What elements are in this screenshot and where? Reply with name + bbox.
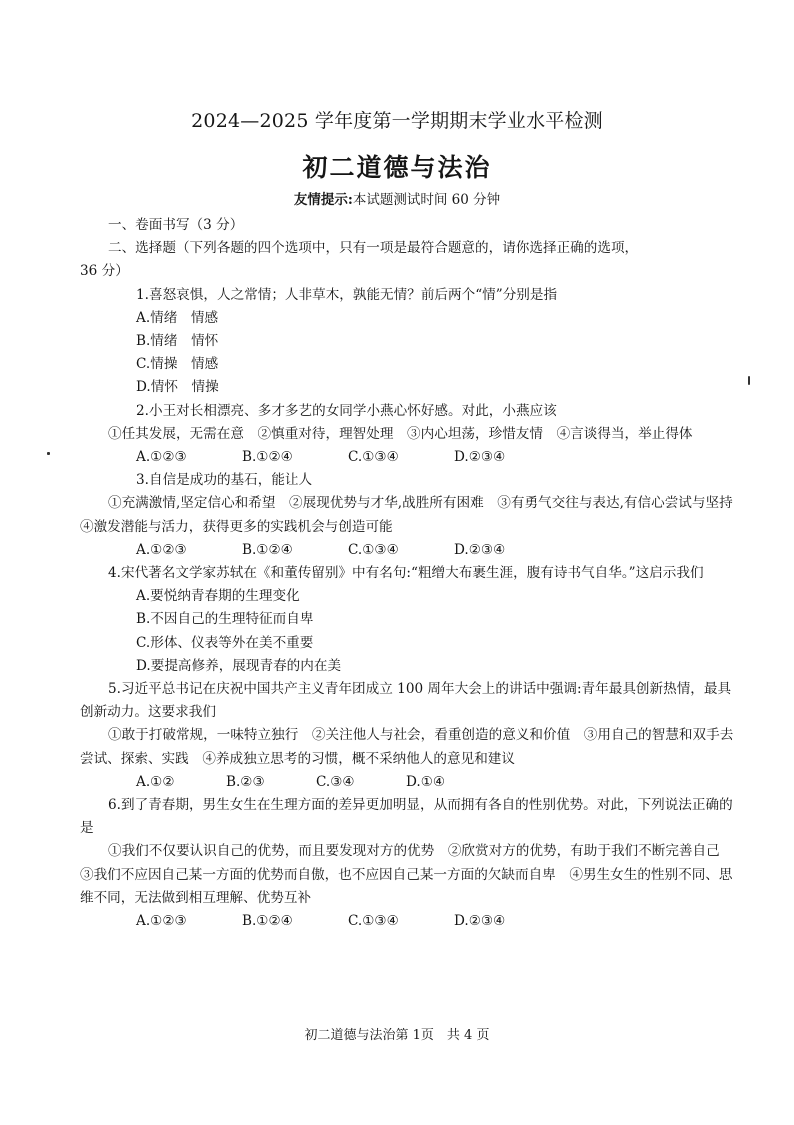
q3-option-a: A.①②③ [136, 541, 187, 558]
q5-options [108, 771, 744, 794]
q1-option-c: C.情操 情感 [136, 356, 219, 373]
q2-option-c: C.①③④ [348, 449, 399, 466]
q2-option-b: B.①②④ [242, 449, 293, 466]
q3-statements: ①充满激情,坚定信心和希望 ②展现优势与才华,战胜所有困难 ③有勇气交往与表达,有信心尝试与坚持 ④激发潜能与活力，获得更多的实践机会与创造可能 [80, 495, 747, 535]
q5-statements: ①敢于打破常规，一味特立独行 ②关注他人与社会，看重创造的意义和价值 ③用自己的智慧和双手去尝试、探索、实践 ④养成独立思考的习惯，概不采纳他人的意见和建议 [80, 727, 734, 767]
q1-option-a: A.情绪 情感 [136, 309, 219, 326]
q5-option-d: D.①④ [406, 773, 446, 790]
q6-statements: ①我们不仅要认识自己的优势，而且要发现对方的优势 ②欣赏对方的优势，有助于我们不断完善自己 ③我们不应因自己某一方面的优势而自傲，也不应因自己某一方面的欠缺而自卑 ④男生女生的性别不同、思维不同，无法做到相互理解、优势互补 [80, 843, 734, 906]
subject-title: 初二道德与法治 [302, 153, 492, 182]
q6-option-d: D.②③④ [454, 913, 506, 930]
tip-text: 本试题测试时间 60 分钟 [352, 192, 501, 208]
q5-option-c: C.③④ [316, 773, 355, 790]
scan-speck [748, 376, 750, 385]
q5-option-a: A.①② [136, 773, 175, 790]
q6-options [108, 910, 744, 933]
q4-option-a: A.要悦纳青春期的生理变化 [136, 588, 300, 605]
q6-stem: 6.到了青春期，男生女生在生理方面的差异更加明显，从而拥有各自的性别优势。对此，下列说法正确的是 [80, 797, 733, 837]
scan-speck [47, 452, 50, 455]
q4-stem: 4.宋代著名文学家苏轼在《和董传留别》中有名句:“粗缯大布裹生涯，腹有诗书气自华。”这启示我们 [108, 565, 704, 582]
q2-option-a: A.①②③ [136, 449, 187, 466]
section-two-heading-cont: 36 分） [80, 263, 129, 280]
q3-option-d: D.②③④ [454, 541, 506, 558]
question-content [80, 214, 747, 933]
q4-option-d: D.要提高修养，展现青春的内在美 [136, 657, 342, 674]
q3-options [108, 539, 744, 562]
q4-option-c: C.形体、仪表等外在美不重要 [136, 634, 314, 651]
tip-label: 友情提示: [293, 192, 353, 208]
exam-title: 2024—2025 学年度第一学期期末学业水平检测 [191, 110, 603, 132]
q2-options [108, 446, 744, 469]
q3-option-b: B.①②④ [242, 541, 293, 558]
section-two-heading: 二、选择题（下列各题的四个选项中，只有一项是最符合题意的，请你选择正确的选项， [108, 240, 639, 257]
q5-stem: 5.习近平总书记在庆祝中国共产主义青年团成立 100 周年大会上的讲话中强调:青年最具创新热情，最具创新动力。这要求我们 [80, 681, 732, 721]
section-one-heading: 一、卷面书写（3 分） [108, 217, 244, 233]
q6-option-a: A.①②③ [136, 913, 187, 930]
q3-option-c: C.①③④ [348, 541, 399, 558]
q6-option-c: C.①③④ [348, 913, 399, 930]
q5-option-b: B.②③ [226, 773, 265, 790]
q1-option-b: B.情绪 情怀 [136, 333, 219, 350]
q3-stem: 3.自信是成功的基石，能让人 [136, 472, 313, 489]
q1-stem: 1.喜怒哀惧，人之常情；人非草木，孰能无情？前后两个“情”分别是指 [136, 286, 558, 303]
q2-statements: ①任其发展，无需在意 ②慎重对待，理智处理 ③内心坦荡，珍惜友情 ④言谈得当，举止得体 [108, 425, 693, 442]
q6-option-b: B.①②④ [242, 913, 293, 930]
q2-option-d: D.②③④ [454, 449, 506, 466]
friendly-tip [0, 188, 794, 208]
page-footer: 初二道德与法治第 1页 共 4 页 [304, 1028, 490, 1043]
q2-stem: 2.小王对长相漂亮、多才多艺的女同学小燕心怀好感。对此，小燕应该 [136, 402, 557, 419]
q4-option-b: B.不因自己的生理特征而自卑 [136, 611, 314, 628]
q1-option-d: D.情怀 情操 [136, 379, 219, 396]
